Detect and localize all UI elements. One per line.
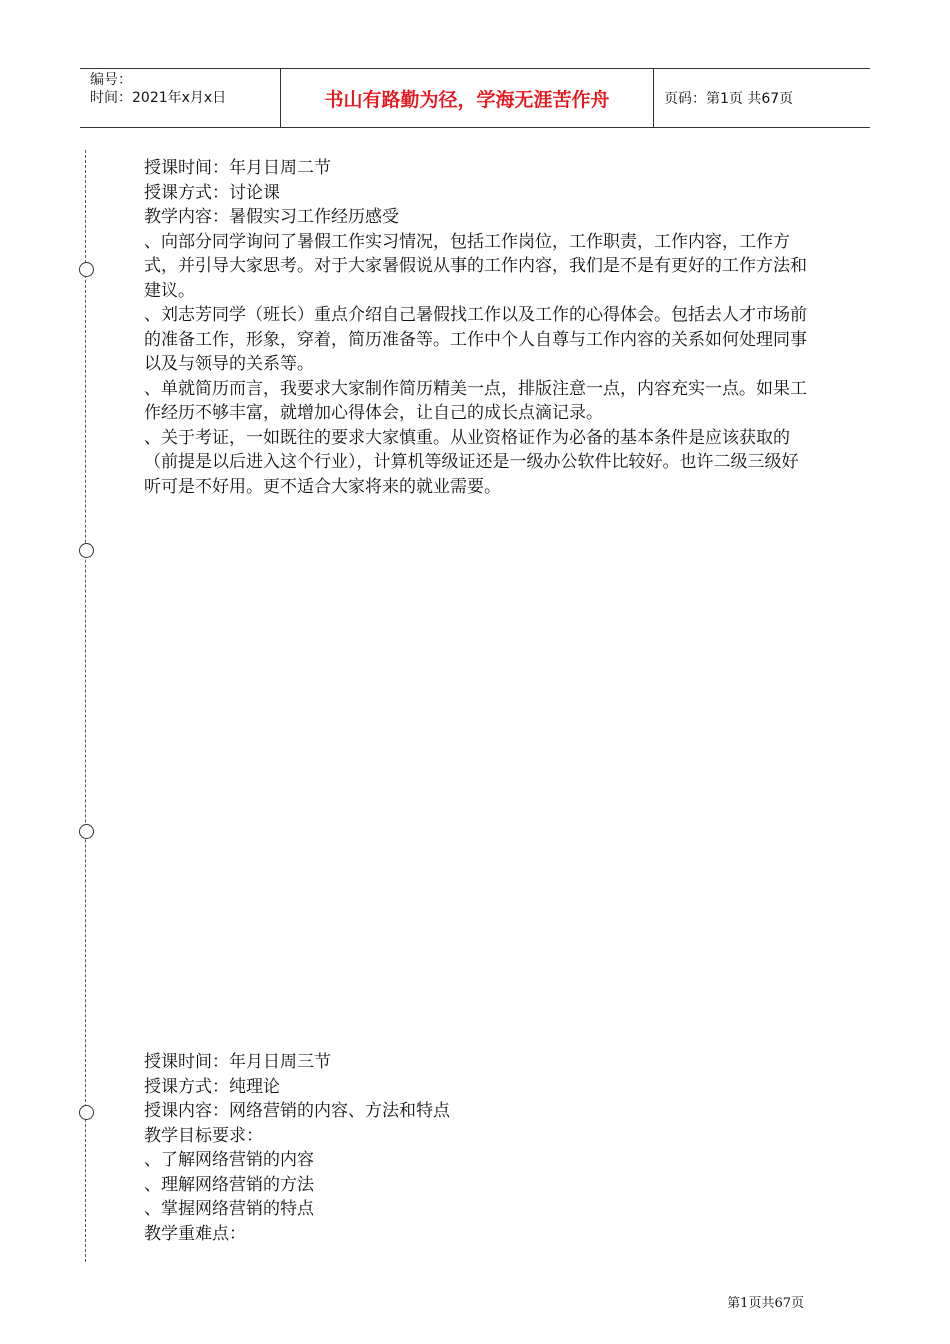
lesson-time: 授课时间：年月日周二节 (144, 158, 331, 178)
lesson-keypoints-heading: 教学重难点： (144, 1223, 246, 1244)
serial-label: 编号： (90, 72, 132, 88)
lesson-method: 授课方式：纯理论 (144, 1076, 280, 1097)
lesson-paragraph: 、单就简历而言，我要求大家制作简历精美一点，排版注意一点，内容充实一点。如果工作经历不够丰富，就增加心得体会，让自己的成长点滴记录。 (144, 378, 807, 423)
lesson-time: 授课时间：年月日周三节 (144, 1052, 331, 1072)
page-info: 页码：第1页 共67页 (664, 91, 794, 107)
lesson-goal-item: 、了解网络营销的内容 (144, 1150, 314, 1170)
page-footer: 第1页共67页 (727, 1296, 804, 1311)
lesson-section-1 (144, 156, 812, 499)
header-meta (80, 69, 281, 127)
header-motto-cell (281, 69, 654, 127)
binding-dashed-line (85, 150, 86, 1262)
lesson-goal-item: 、掌握网络营销的特点 (144, 1199, 314, 1219)
date-line: 时间：2021年x月x日 (90, 90, 227, 106)
lesson-method: 授课方式：讨论课 (144, 182, 280, 203)
lesson-section-2 (144, 1050, 812, 1246)
lesson-goals-heading: 教学目标要求： (144, 1125, 263, 1146)
header-motto: 书山有路勤为径，学海无涯苦作舟 (324, 88, 610, 111)
binding-hole (79, 824, 94, 839)
lesson-paragraph: 、刘志芳同学（班长）重点介绍自己暑假找工作以及工作的心得体会。包括去人才市场前的准备工作，形象，穿着，简历准备等。工作中个人自尊与工作内容的关系如何处理同事以及与领导的关系等。 (144, 305, 807, 374)
binding-hole (79, 543, 94, 558)
binding-hole (79, 1105, 94, 1120)
page-header (80, 68, 870, 128)
lesson-content: 教学内容：暑假实习工作经历感受 (144, 207, 399, 227)
lesson-content: 授课内容：网络营销的内容、方法和特点 (144, 1101, 450, 1121)
header-page-cell (654, 69, 870, 127)
lesson-paragraph: 、关于考证，一如既往的要求大家慎重。从业资格证作为必备的基本条件是应该获取的（前提是以后进入这个行业），计算机等级证还是一级办公软件比较好。也许二级三级好听可是不好用。更不适合大家将来的就业需要。 (144, 427, 799, 497)
binding-hole (79, 262, 94, 277)
lesson-goal-item: 、理解网络营销的方法 (144, 1174, 314, 1195)
lesson-paragraph: 、向部分同学询问了暑假工作实习情况，包括工作岗位，工作职责，工作内容，工作方式，并引导大家思考。对于大家暑假说从事的工作内容，我们是不是有更好的工作方法和建议。 (144, 231, 807, 301)
